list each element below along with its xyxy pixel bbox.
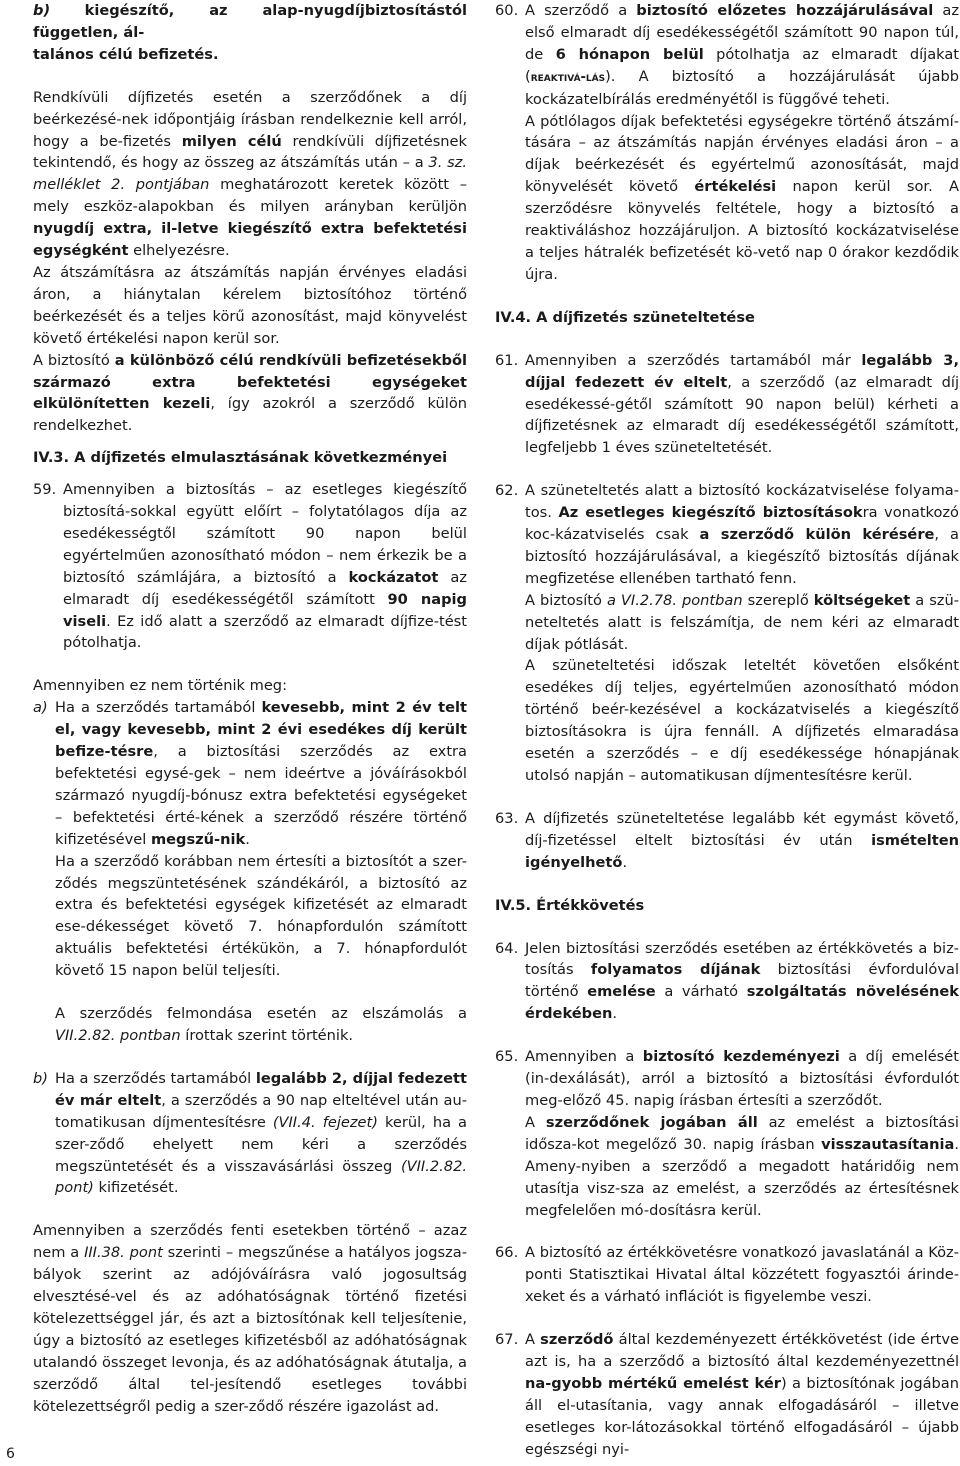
paragraph-conversion: Az átszámításra az átszámítás napján érvényes eladási áron, a hiánytalan kérelem biztosítóhoz történő beérkezését és a teljes körű azonosítást, majd könyvelést követő értékelési napon kerül sor. [33,263,467,347]
item-b: b) Ha a szerződés tartamából legalább 2, díjjal fedezett év már eltelt, a szerződés a 90 nap elteltével után au-tomatikusan díjmentesítésre (VII.4. fejezet) kerül, ha a szer-ződő ehelyett nem kéri a szerződés megszüntetését és a visszavásárlási összeg (VII.2.82. pont) kifizetését. [33,1069,468,1197]
paragraph-tax: Amennyiben a szerződés fenti esetekben történő – azaz nem a III.38. pont szerinti – megszűnése a hatályos jogsza-bályok szerint az adójóváírásra való jogosultság elvesztésé-vel és az adóhatóságnak történő fizetési kötelezettséggel jár, és azt a biztosítónak kell teljesítenie, úgy a biztosító az esetleges kifizetésből az adóhatóságnak utalandó összeget levonja, és az adóhatóságnak átutalja, a szerződő által tel-jesítendő esetleges további kötelezettségről pedig a szer-ződő részére igazolást ad. [33,1222,467,1415]
item-63: 63. A díjfizetés szüneteltetése legalább két egymást követő, díj-fizetéssel eltelt biztosítási év után ismételten igényelhető. [495,809,959,871]
item-59: 59. Amennyiben a biztosítás – az esetleges kiegészítő biztosítá-sokkal együtt előírt – folytatólagos díja az esedékességtől számított 90 napon belül egyértelműen azonosítható módon – nem érkezik be a biztosító számlájára, a biztosító a kockázatot az elmaradt díj esedékességétől számított 90 napig viseli. Ez idő alatt a szerződő az elmaradt díjfize-tést pótolhatja. [33,481,467,652]
left-column [33,0,467,1417]
right-column [495,0,959,1461]
item-64: 64. Jelen biztosítási szerződés esetében az értékkövetés a biz-tosítás folyamatos díjának biztosítási évfordulóval történő emelése a várható szolgáltatás növelésének érdekében. [495,939,960,1023]
item-60: 60. A szerződő a biztosító előzetes hozzájárulásával az első elmaradt díj esedékességétől számított 90 napon túl, de 6 hónapon belül pótolhatja az elmaradt díjakat (reaktivá-lás). A biztosító a hozzájárulását újabb kockázatelbírálás eredményétől is függővé teheti. A pótlólagos díjak befektetési egységekre történő átszámí-tására – az átszámítás napján érvényes eladási áron – a díjak beérkezését és egyértelmű azonosítását, majd könyvelését követő értékelési napon kerül sor. A szerződésre könyvelés feltétele, hogy a biztosító a reaktiváláshoz hozzájáruljon. A biztosító kockázatviselése a teljes hátralék befizetését kö-vető nap 0 órakor kezdődik újra. [495,2,959,283]
item-67: 67. A szerződő által kezdeményezett értékkövetést (ide értve azt is, ha a szerződő a biztosító által kezdeményezettnél na-gyobb mértékű emelést kér) a biztosítónak jogában áll el-utasítania, vagy annak elfogadásáról – illetve esetleges kor-látozásokkal történő elfogadásáról – újabb egészségi nyi- [495,1331,959,1458]
item-61: 61. Amennyiben a szerződés tartamából már legalább 3, díjjal fedezett év eltelt, a szerződő (az elmaradt díj esedékessé-gétől számított 90 napon belül) kérheti a díjfizetésnek az elmaradt díj esedékességétől számított, legfeljebb 1 éves szüneteltetését. [495,351,959,457]
paragraph-a-settlement: A szerződés felmondása esetén az elszámolás a VII.2.82. pontban írottak szerint történik. [55,1005,467,1044]
paragraph-b-supplementary: b) kiegészítő, az alap-nyugdíjbiztosítástól független, ál- talános célú befizetés. [33,2,468,63]
paragraph-if-not: Amennyiben ez nem történik meg: [33,677,287,695]
section-heading-iv5: IV.5. Értékkövetés [495,896,645,914]
item-66: 66. A biztosító az értékkövetésre vonatkozó javaslatánál a Köz-ponti Statisztikai Hivatal által közzétett fogyasztói árinde-xeket és a várható inflációt is figyelembe veszi. [495,1244,959,1306]
item-a: a) Ha a szerződés tartamából kevesebb, mint 2 év telt el, vagy kevesebb, mint 2 évi esedékes díj került befize-tésre, a biztosítási szerződés az extra befektetési egysé-gek – nem ideértve a jóváírásokból származó nyugdíj-bónusz extra befektetési egységeket – befektetési érté-kének a szerződő részére történő kifizetésével megszű-nik. [33,699,467,848]
item-62: 62. A szüneteltetés alatt a biztosító kockázatviselése folyama-tos. Az esetleges kiegészítő biztosításokra vonatkozó koc-kázatviselés csak a szerződő külön kérésére, a biztosító hozzájárulásával, a kiegészítő biztosítás díjának megfizetése ellenében tartható fenn. A biztosító a VI.2.78. pontban szereplő költségeket a szü-neteltetés alatt is felszámítja, de nem kéri az elmaradt díjak pótlását. A szüneteltetési időszak leteltét követően elsőként esedékes díj teljes, egyértelműen azonosítható módon történő beér-kezésével a kockázatviselés a kiegészítő biztosításokra is újra fennáll. A díjfizetés elmaradása esetén a szerződés – e díj esedékessége hónapjának utolsó napján – automatikusan díjmentesítésre kerül. [495,482,959,784]
item-65: 65. Amennyiben a biztosító kezdeményezi a díj emelését (in-dexálását), arról a biztosító a biztosítási évfordulót meg-előző 45. napig írásban értesíti a szerződőt. A szerződőnek jogában áll az emelést a biztosítási idősza-kot megelőző 30. napig írásban visszautasítania. Ameny-nyiben a szerződő a megadott határidőig nem utasítja visz-sza az emelést, a szerződés az értesítésnek megfelelően mó-dosításra kerül. [495,1048,959,1219]
section-heading-iv3: IV.3. A díjfizetés elmulasztásának következményei [33,449,448,467]
section-heading-iv4: IV.4. A díjfizetés szüneteltetése [495,308,755,326]
paragraph-a-followup: Ha a szerződő korábban nem értesíti a biztosítót a szer-ződés megszüntetésének szándékáról, a biztosító az extra és befektetési egységek kifizetését az elmaradt ese-dékességet követő 7. hónapfordulón számított aktuális befektetési értékükön, a 7. hónapfordulót követő 15 napon belül teljesíti. [55,852,467,980]
paragraph-extraordinary-payment: Rendkívüli díjfizetés esetén a szerződőnek a díj beérkezésé-nek időpontjáig írásban rendelkeznie kell arról, hogy a be-fizetés milyen célú rendkívüli díjfizetésnek tekintendő, és hogy az összeg az átszámítás után – a 3. sz. melléklet 2. pontjában meghatározott keretek között – mely eszköz-alapokban és milyen arányban kerüljön nyugdíj extra, il-letve kiegészítő extra befektetési egységként elhelyezésre. [33,88,468,260]
page-number: 6 [6,1446,15,1462]
paragraph-separate-handling: A biztosító a különböző célú rendkívüli befizetésekből származó extra befektetési egységeket elkülönítetten kezeli, így azokról a szerződő külön rendelkezhet. [33,351,468,435]
